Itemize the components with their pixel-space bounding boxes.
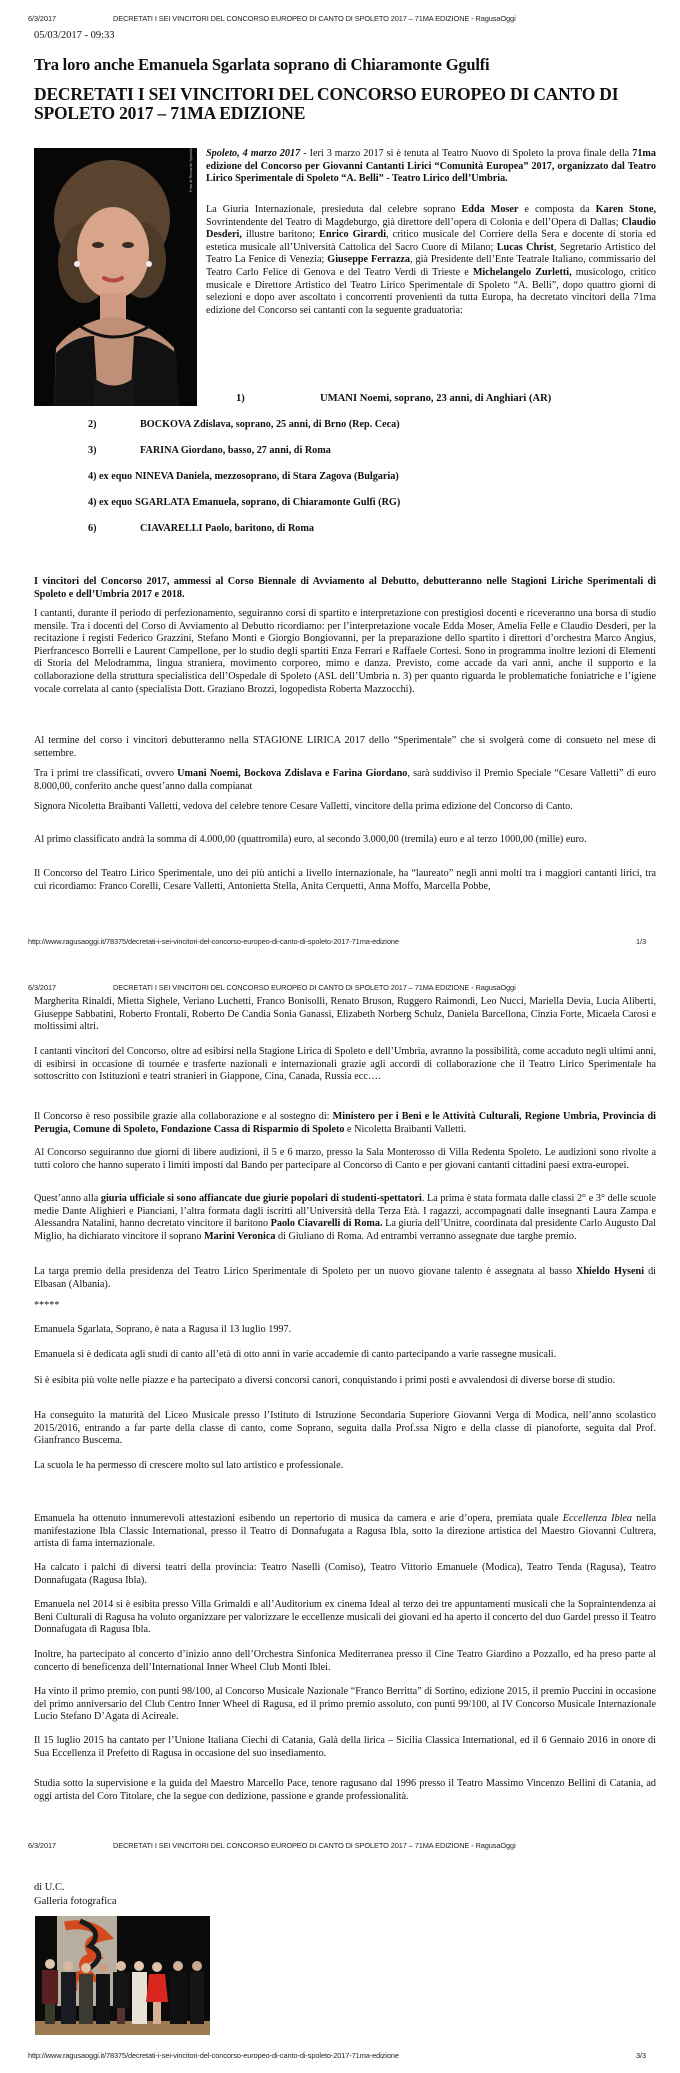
talent-paragraph: La targa premio della presidenza del Teatro Lirico Sperimentale di Spoleto per un nuovo giovane talento è assegnata al basso Xhieldo Hyseni di Elbasan (Albania). — [34, 1266, 656, 1290]
author-byline: di U.C. — [34, 1882, 65, 1893]
bio-paragraph-7: Ha calcato i palchi di diversi teatri della provincia: Teatro Naselli (Comiso), Teatro Vittorio Emanuele (Modica), Teatro Tenda (Ragusa), Teatro Donnafugata (Ragusa Ibla). — [34, 1562, 656, 1586]
course-paragraph: I cantanti, durante il periodo di perfezionamento, seguiranno corsi di spartito e interpretazione con prestigiosi docenti e riceveranno una borsa di studio mensile. Tra i docenti del Corso di Avviamento al Debutto ricordiamo: per l’interpretazione vocale Edda Moser, Amelia Felle e Claudio Desderi, per la recitazione i registi Federico Grazzini, Stefano Monti e Giorgio Bongiovanni, per la preparazione dello spartito i direttori d’orchestra Marco Angius, Pierfrancesco Borrelli e Laurent Campellone, per lo studio degli spartiti Enza Ferrari e Raffaele Cortesi. Sono in programma inoltre lezioni di Elementi di Storia del Melodramma, lingua straniera, movimento corporeo, mimo e danza. Previsto, come accade da vari anni, anche il supporto e la collaborazione della struttura specialistica dell’Ospedale di Spoleto (ASL dell’Umbria n. 3) per quanto riguarda le problematiche foniatriche e l’igiene vocale correlata al canto (specialista Dott. Graziano Brozzi, logopedista Roberta Mazzocchi). — [34, 608, 656, 695]
gallery-label[interactable]: Galleria fotografica — [34, 1896, 117, 1907]
print-date: 6/3/2017 — [28, 1841, 56, 1850]
print-doc-title: DECRETATI I SEI VINCITORI DEL CONCORSO EUROPEO DI CANTO DI SPOLETO 2017 – 71MA EDIZIONE - RagusaOggi — [113, 983, 516, 992]
bio-paragraph-6: Emanuela ha ottenuto innumerevoli attestazioni esibendo un repertorio di musica da camera e arie d’opera, premiata quale Eccellenza Iblea nella manifestazione Ibla Classic International, presso il Teatro di Donnafugata a Ragusa Ibla, sotto la direzione artistica del Maestro Giovanni Cultrera, artista di fama internazionale. — [34, 1513, 656, 1550]
ranking-name: BOCKOVA Zdislava, soprano, 25 anni, di Brno (Rep. Ceca) — [140, 419, 400, 430]
sponsors-paragraph: Il Concorso è reso possibile grazie alla collaborazione e al sostegno di: Ministero per i Beni e le Attività Culturali, Regione Umbria, Provincia di Perugia, Comune di Spoleto, Fondazione Cassa di Risparmio di Spoleto e Nicoletta Braibanti Valletti. — [34, 1111, 656, 1135]
auditions-paragraph: Al Concorso seguiranno due giorni di libere audizioni, il 5 e 6 marzo, presso la Sala Monterosso di Villa Redenta Spoleto. Le audizioni sono rivolte a tutti coloro che hanno superato i limiti imposti dal Bando per partecipare al Concorso di Canto e per giovani cantanti cittadini paesi extra-europei. — [34, 1147, 656, 1171]
tours-paragraph: I cantanti vincitori del Concorso, oltre ad esibirsi nella Stagione Lirica di Spoleto e dell’Umbria, avranno la possibilità, come accaduto negli ultimi anni, di esibirsi in occasione di tournée e trasferte nazionali e internazionali grazie agli accordi di collaborazione che il Teatro Lirico Sperimentale ha sottoscritto con Istituzioni e teatri stranieri in Giappone, Cina, Canada, Russia ecc…. — [34, 1046, 656, 1083]
gallery-image-icon — [35, 1916, 210, 2035]
ranking-item — [88, 445, 331, 456]
ranking-name: CIAVARELLI Paolo, baritono, di Roma — [140, 523, 314, 534]
bio-paragraph-5: La scuola le ha permesso di crescere molto sul lato artistico e professionale. — [34, 1460, 344, 1471]
ranking-number: 6) — [88, 523, 97, 534]
bio-paragraph-11: Il 15 luglio 2015 ha cantato per l’Unione Italiana Ciechi di Catania, Galà della lirica – Sicilia Classica International, ed il 6 Gennaio 2016 in onore di Sua Eccellenza il Prefetto di Ragusa in occasione del suo insediamento. — [34, 1735, 656, 1759]
ranking-item — [88, 523, 314, 534]
prize-paragraph: Tra i primi tre classificati, ovvero Umani Noemi, Bockova Zdislava e Farina Giordano, sarà suddiviso il Premio Speciale “Cesare Valletti” di euro 8.000,00, conferito anche quest’anno dalla compianat — [34, 768, 656, 792]
print-date: 6/3/2017 — [28, 983, 56, 992]
print-url[interactable]: http://www.ragusaoggi.it/78375/decretati-i-sei-vincitori-del-concorso-europeo-di-canto-di-spoleto-2017-71ma-edizione — [28, 937, 399, 946]
ranking-number: 3) — [88, 445, 97, 456]
ranking-number: 4) ex equo — [88, 497, 133, 508]
separator: ***** — [34, 1300, 60, 1311]
print-header-page-2 — [28, 983, 660, 995]
ranking-number: 1) — [236, 393, 245, 404]
popular-jury-paragraph: Quest’anno alla giuria ufficiale si sono affiancate due giurie popolari di studenti-spettatori. La prima è stata formata dalle classi 2° e 3° delle scuole medie Dante Alighieri e Pianciani, l’altra formata dagli iscritti all’Università della Terza Età. I ragazzi, accompagnati dalle insegnanti Laura Zampa e Alessandra Natalini, hanno decretato vincitore il baritono Paolo Ciavarelli di Roma. La giuria dell’Unitre, coordinata dal presidente Carlo Augusto Dal Miglio, ha dichiarato vincitore il soprano Marini Veronica di Giuliano di Roma. Ad entrambi verranno assegnate due targhe premio. — [34, 1193, 657, 1242]
bio-paragraph-2: Emanuela si è dedicata agli studi di canto all’età di otto anni in varie accademie di canto partecipando a varie rassegne musicali. — [34, 1349, 557, 1360]
print-header-page-3 — [28, 1841, 660, 1853]
page-number: 3/3 — [636, 2051, 646, 2060]
ranking-name: FARINA Giordano, basso, 27 anni, di Roma — [140, 445, 331, 456]
bio-paragraph-3: Si è esibita più volte nelle piazze e ha partecipato a diversi concorsi canori, conquistando i primi posti e avvalendosi di diverse borse di studio. — [34, 1375, 616, 1386]
ranking-item — [88, 419, 400, 430]
ranking-item — [236, 393, 551, 404]
portrait-image-icon — [34, 148, 197, 406]
portrait-photo — [34, 148, 197, 406]
history-paragraph-a: Il Concorso del Teatro Lirico Sperimentale, uno dei più antichi a livello internazionale, ha “laureato” negli anni molti tra i maggiori cantanti lirici, tra cui ricordiamo: Franco Corelli, Cesare Valletti, Antonietta Stella, Anita Cerquetti, Anna Moffo, Marcella Pobbe, — [34, 868, 656, 892]
article-timestamp: 05/03/2017 - 09:33 — [34, 30, 115, 41]
bio-paragraph-4: Ha conseguito la maturità del Liceo Musicale presso l’Istituto di Istruzione Secondaria Superiore Giovanni Verga di Modica, nell’anno scolastico 2015/2016, entrando a far parte della classe di canto, come Soprano, seguita dalla Prof.ssa Nigro e della classe di pianoforte, seguita dal Prof. Gianfranco Buscema. — [34, 1410, 656, 1447]
photo-credit: Foto di Riccardo Spinella — [188, 148, 193, 192]
bio-paragraph-1: Emanuela Sgarlata, Soprano, è nata a Ragusa il 13 luglio 1997. — [34, 1324, 292, 1335]
print-footer-page-1 — [28, 937, 660, 949]
bio-paragraph-8: Emanuela nel 2014 si è esibita presso Villa Grimaldi e all’Auditorium ex cinema Ideal al terzo dei tre appuntamenti musicali che la Sopraintendenza ai Beni Culturali di Ragusa ha voluto organizzare per valorizzare le eccellenze musicali dei giovani ed ha aperto il concerto del duo Gardel presso il Teatro Donnafugata di Ragusa Ibla. — [34, 1599, 656, 1636]
season-paragraph: Al termine del corso i vincitori debutteranno nella STAGIONE LIRICA 2017 dello “Sperimentale” che si svolgerà come di consueto nel mese di settembre. — [34, 735, 656, 759]
history-paragraph-b: Margherita Rinaldi, Mietta Sighele, Veriano Luchetti, Franco Bonisolli, Renato Bruson, Ruggero Raimondi, Leo Nucci, Mariella Devia, Lucia Aliberti, Giuseppe Sabbatini, Roberto Frontali, Roberto De Candia Sonia Ganassi, Elizabeth Norberg Schulz, Daniela Barcellona, Cinzia Forte, Micaela Carosi e moltissimi altri. — [34, 996, 656, 1033]
article-subtitle: Tra loro anche Emanuela Sgarlata soprano di Chiaramonte Ggulfi — [34, 55, 490, 74]
page-number: 1/3 — [636, 937, 646, 946]
ranking-name: NINEVA Daniela, mezzosoprano, di Stara Zagova (Bulgaria) — [135, 471, 399, 482]
winners-note: I vincitori del Concorso 2017, ammessi al Corso Biennale di Avviamento al Debutto, debutteranno nelle Stagioni Liriche Sperimentali di Spoleto e dell’Umbria 2017 e 2018. — [34, 576, 656, 600]
amounts-paragraph: Al primo classificato andrà la somma di 4.000,00 (quattromila) euro, al secondo 3.000,00 (tremila) euro e al terzo 1000,00 (mille) euro. — [34, 834, 587, 845]
bio-paragraph-10: Ha vinto il primo premio, con punti 98/100, al Concorso Musicale Nazionale “Franco Berritta” di Sortino, edizione 2015, il premio Puccini in occasione del primo anniversario del Club Centro Inner Wheel di Ragusa, ed il primo premio assoluto, con punti 99/100, al IV Concorso Musicale Internazionale Lucio Stefano D’Agata di Acireale. — [34, 1686, 656, 1723]
print-url[interactable]: http://www.ragusaoggi.it/78375/decretati-i-sei-vincitori-del-concorso-europeo-di-canto-di-spoleto-2017-71ma-edizione — [28, 2051, 399, 2060]
ranking-item — [88, 471, 399, 482]
print-doc-title: DECRETATI I SEI VINCITORI DEL CONCORSO EUROPEO DI CANTO DI SPOLETO 2017 – 71MA EDIZIONE - RagusaOggi — [113, 14, 516, 23]
print-header-page-1 — [28, 14, 660, 26]
ranking-name: UMANI Noemi, soprano, 23 anni, di Anghiari (AR) — [320, 393, 552, 404]
ranking-item — [88, 497, 400, 508]
print-doc-title: DECRETATI I SEI VINCITORI DEL CONCORSO EUROPEO DI CANTO DI SPOLETO 2017 – 71MA EDIZIONE - RagusaOggi — [113, 1841, 516, 1850]
jury-paragraph: La Giuria Internazionale, presieduta dal celebre soprano Edda Moser e composta da Karen Stone, Sovrintendente del Teatro di Magdeburgo, già direttore dell’opera di Colonia e dell’Opera di Dallas; Claudio Desderi, illustre baritono; Enrico Girardi, critico musicale del Corriere della Sera e docente di storia ed estetica musicale all’Università Cattolica del Sacro Cuore di Milano; Lucas Christ, Segretario Artistico del Teatro La Fenice di Venezia; Giuseppe Ferrazza, già Presidente dell’Ente Teatrale Italiano, commissario del Teatro Carlo Felice di Genova e del Teatro Verdi di Trieste e Michelangelo Zurletti, musicologo, critico musicale e Direttore Artistico del Teatro Lirico Sperimentale di Spoleto “A. Belli”, dopo quattro giorni di selezioni e dopo aver ascoltato i concorrenti provenienti da tutta Europa, ha decretato vincitori della 71ma edizione del Concorso sei cantanti con la seguente graduatoria: — [206, 204, 657, 316]
bio-paragraph-9: Inoltre, ha partecipato al concerto d’inizio anno dell’Orchestra Sinfonica Mediterranea presso il Cine Teatro Giardino a Pozzallo, ed ha preso parte al concerto di beneficenza dell’International Inner Wheel Club Monti Iblei. — [34, 1649, 656, 1673]
print-footer-page-3 — [28, 2051, 660, 2063]
intro-paragraph: Spoleto, 4 marzo 2017 - Ieri 3 marzo 2017 si è tenuta al Teatro Nuovo di Spoleto la prova finale della 71ma edizione del Concorso per Giovanni Cantanti Lirici “Comunità Europea” 2017, organizzato dal Teatro Lirico Sperimentale di Spoleto “A. Belli” - Teatro Lirico dell’Umbria. — [206, 148, 656, 185]
article-headline: DECRETATI I SEI VINCITORI DEL CONCORSO EUROPEO DI CANTO DI SPOLETO 2017 – 71MA EDIZIONE — [34, 84, 619, 123]
print-date: 6/3/2017 — [28, 14, 56, 23]
ranking-number: 4) ex equo — [88, 471, 133, 482]
widow-paragraph: Signora Nicoletta Braibanti Valletti, vedova del celebre tenore Cesare Valletti, vincitore della prima edizione del Concorso di Canto. — [34, 801, 573, 812]
ranking-name: SGARLATA Emanuela, soprano, di Chiaramonte Gulfi (RG) — [135, 497, 401, 508]
bio-paragraph-12: Studia sotto la supervisione e la guida del Maestro Marcello Pace, tenore ragusano dal 1996 presso il Teatro Massimo Vincenzo Bellini di Catania, ad oggi artista del Coro Titolare, che la segue con dedizione, passione e grande professionalità. — [34, 1778, 656, 1802]
ranking-number: 2) — [88, 419, 97, 430]
gallery-photo[interactable] — [35, 1916, 210, 2035]
